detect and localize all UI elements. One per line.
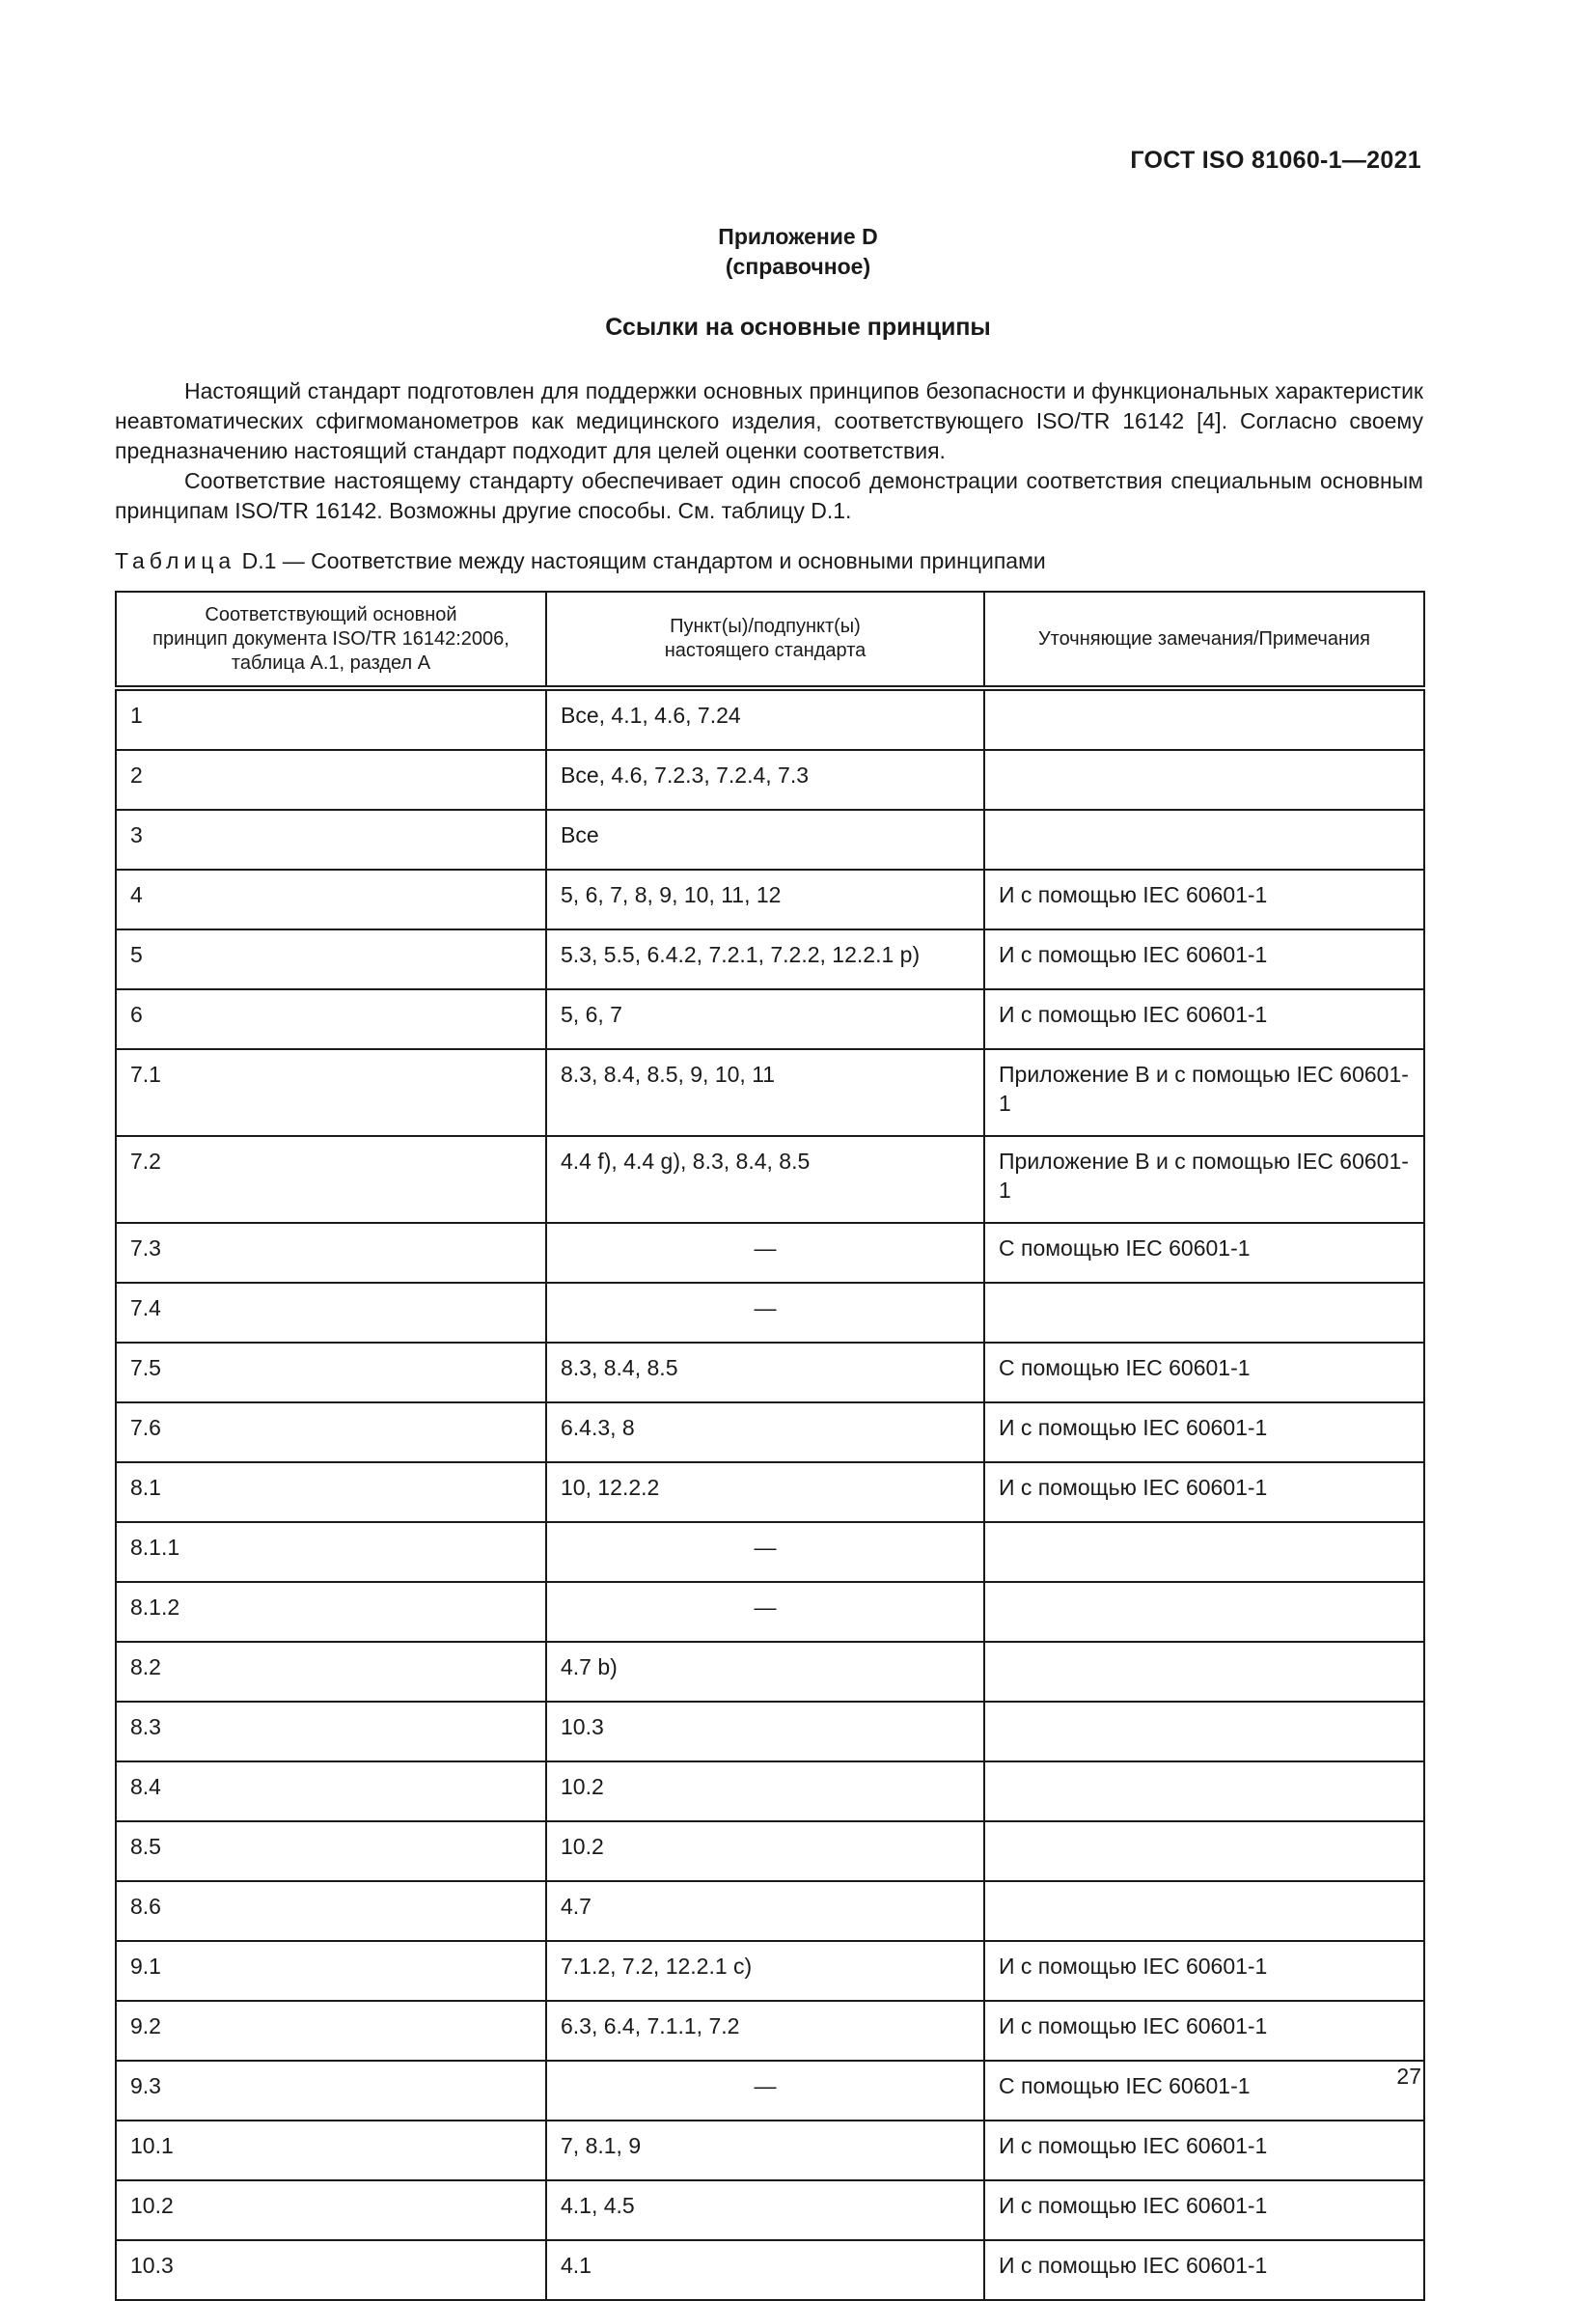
- section-title: Ссылки на основные принципы: [605, 314, 991, 341]
- table-row: [116, 810, 1424, 870]
- cell-principle: 9.2: [116, 2001, 546, 2061]
- cell-clauses: 5, 6, 7, 8, 9, 10, 11, 12: [546, 870, 984, 929]
- cell-principle: 7.6: [116, 1402, 546, 1462]
- cell-principle: 10.3: [116, 2240, 546, 2300]
- cell-remarks: И с помощью IEC 60601-1: [984, 929, 1424, 989]
- table-row: [116, 1881, 1424, 1941]
- cell-clauses: —: [546, 1522, 984, 1582]
- table-row: [116, 2121, 1424, 2180]
- cell-principle: 8.4: [116, 1761, 546, 1821]
- cell-principle: 10.1: [116, 2121, 546, 2180]
- cell-clauses: 5, 6, 7: [546, 989, 984, 1049]
- table-header-row: [116, 592, 1424, 688]
- cell-remarks: Приложение В и с помощью IEC 60601-1: [984, 1049, 1424, 1136]
- header-cell-principle: Соответствующий основной принцип документа ISO/TR 16142:2006, таблица А.1, раздел А: [116, 592, 546, 688]
- cell-principle: 7.4: [116, 1283, 546, 1343]
- cell-remarks: [984, 1881, 1424, 1941]
- cell-remarks: С помощью IEC 60601-1: [984, 1223, 1424, 1283]
- table-row: [116, 1941, 1424, 2001]
- correspondence-table: [115, 591, 1425, 2301]
- table-row: [116, 2001, 1424, 2061]
- cell-principle: 8.1.2: [116, 1582, 546, 1642]
- cell-clauses: —: [546, 2061, 984, 2121]
- cell-principle: 3: [116, 810, 546, 870]
- table-row: [116, 1642, 1424, 1702]
- table-row: [116, 1049, 1424, 1136]
- cell-clauses: 10.2: [546, 1821, 984, 1881]
- cell-remarks: [984, 750, 1424, 810]
- cell-principle: 8.5: [116, 1821, 546, 1881]
- cell-remarks: [984, 688, 1424, 750]
- table-row: [116, 1702, 1424, 1761]
- table-row: [116, 1402, 1424, 1462]
- cell-clauses: Все: [546, 810, 984, 870]
- cell-remarks: И с помощью IEC 60601-1: [984, 2180, 1424, 2240]
- table-row: [116, 688, 1424, 750]
- table-row: [116, 750, 1424, 810]
- page-number: 27: [1396, 2064, 1421, 2089]
- cell-clauses: 7.1.2, 7.2, 12.2.1 c): [546, 1941, 984, 2001]
- cell-clauses: 10.3: [546, 1702, 984, 1761]
- cell-clauses: 6.3, 6.4, 7.1.1, 7.2: [546, 2001, 984, 2061]
- cell-remarks: И с помощью IEC 60601-1: [984, 2240, 1424, 2300]
- table-row: [116, 1522, 1424, 1582]
- cell-remarks: И с помощью IEC 60601-1: [984, 2121, 1424, 2180]
- cell-principle: 7.5: [116, 1343, 546, 1402]
- cell-principle: 5: [116, 929, 546, 989]
- table-row: [116, 1462, 1424, 1522]
- cell-principle: 6: [116, 989, 546, 1049]
- cell-principle: 8.1: [116, 1462, 546, 1522]
- cell-principle: 7.2: [116, 1136, 546, 1223]
- table-row: [116, 1761, 1424, 1821]
- table-caption-text: D.1 — Соответствие между настоящим стандартом и основными принципами: [241, 548, 1046, 573]
- annex-heading: [0, 222, 1596, 282]
- cell-clauses: 8.3, 8.4, 8.5, 9, 10, 11: [546, 1049, 984, 1136]
- cell-remarks: И с помощью IEC 60601-1: [984, 1462, 1424, 1522]
- table-row: [116, 2061, 1424, 2121]
- cell-remarks: [984, 1821, 1424, 1881]
- table-row: [116, 1283, 1424, 1343]
- table-caption: [115, 548, 1046, 574]
- cell-clauses: 10.2: [546, 1761, 984, 1821]
- cell-principle: 8.3: [116, 1702, 546, 1761]
- table-row: [116, 1136, 1424, 1223]
- cell-remarks: [984, 1522, 1424, 1582]
- document-code: ГОСТ ISO 81060-1—2021: [1130, 147, 1421, 174]
- annex-title: Приложение D: [718, 224, 878, 249]
- cell-remarks: Приложение В и с помощью IEC 60601-1: [984, 1136, 1424, 1223]
- table-row: [116, 1582, 1424, 1642]
- cell-remarks: [984, 810, 1424, 870]
- table-row: [116, 2180, 1424, 2240]
- header-cell-clauses: Пункт(ы)/подпункт(ы) настоящего стандарта: [546, 592, 984, 688]
- cell-principle: 9.1: [116, 1941, 546, 2001]
- cell-remarks: И с помощью IEC 60601-1: [984, 870, 1424, 929]
- cell-remarks: С помощью IEC 60601-1: [984, 2061, 1424, 2121]
- table-row: [116, 2240, 1424, 2300]
- table-row: [116, 989, 1424, 1049]
- cell-clauses: Все, 4.1, 4.6, 7.24: [546, 688, 984, 750]
- cell-remarks: [984, 1582, 1424, 1642]
- cell-clauses: 7, 8.1, 9: [546, 2121, 984, 2180]
- cell-remarks: И с помощью IEC 60601-1: [984, 1941, 1424, 2001]
- cell-remarks: [984, 1702, 1424, 1761]
- cell-clauses: —: [546, 1283, 984, 1343]
- cell-clauses: 4.1, 4.5: [546, 2180, 984, 2240]
- cell-remarks: И с помощью IEC 60601-1: [984, 989, 1424, 1049]
- cell-clauses: —: [546, 1223, 984, 1283]
- cell-principle: 8.1.1: [116, 1522, 546, 1582]
- cell-remarks: [984, 1761, 1424, 1821]
- paragraph: Настоящий стандарт подготовлен для поддержки основных принципов безопасности и функциональных характеристик неавтоматических сфигмоманометров как медицинского изделия, соответствующего ISO/TR 16142 [4]. Согласно своему предназначению настоящий стандарт подходит для целей оценки соответствия.: [115, 378, 1423, 463]
- cell-principle: 1: [116, 688, 546, 750]
- cell-clauses: —: [546, 1582, 984, 1642]
- cell-remarks: [984, 1283, 1424, 1343]
- cell-principle: 4: [116, 870, 546, 929]
- cell-clauses: 4.7: [546, 1881, 984, 1941]
- table-row: [116, 1343, 1424, 1402]
- paragraph: Соответствие настоящему стандарту обеспечивает один способ демонстрации соответствия специальным основным принципам ISO/TR 16142. Возможны другие способы. См. таблицу D.1.: [115, 468, 1423, 523]
- cell-remarks: [984, 1642, 1424, 1702]
- cell-clauses: 8.3, 8.4, 8.5: [546, 1343, 984, 1402]
- cell-clauses: 5.3, 5.5, 6.4.2, 7.2.1, 7.2.2, 12.2.1 p): [546, 929, 984, 989]
- cell-principle: 2: [116, 750, 546, 810]
- cell-principle: 8.2: [116, 1642, 546, 1702]
- cell-principle: 7.3: [116, 1223, 546, 1283]
- cell-principle: 8.6: [116, 1881, 546, 1941]
- annex-subtitle: (справочное): [725, 254, 871, 279]
- header-cell-remarks: Уточняющие замечания/Примечания: [984, 592, 1424, 688]
- table-row: [116, 1821, 1424, 1881]
- cell-clauses: 4.7 b): [546, 1642, 984, 1702]
- table-row: [116, 929, 1424, 989]
- cell-clauses: 6.4.3, 8: [546, 1402, 984, 1462]
- table-row: [116, 870, 1424, 929]
- cell-remarks: И с помощью IEC 60601-1: [984, 2001, 1424, 2061]
- cell-principle: 9.3: [116, 2061, 546, 2121]
- table-row: [116, 1223, 1424, 1283]
- cell-clauses: Все, 4.6, 7.2.3, 7.2.4, 7.3: [546, 750, 984, 810]
- body-text: [115, 376, 1423, 526]
- cell-remarks: И с помощью IEC 60601-1: [984, 1402, 1424, 1462]
- cell-clauses: 10, 12.2.2: [546, 1462, 984, 1522]
- cell-principle: 7.1: [116, 1049, 546, 1136]
- cell-clauses: 4.4 f), 4.4 g), 8.3, 8.4, 8.5: [546, 1136, 984, 1223]
- table-caption-label: Таблица: [115, 548, 236, 573]
- cell-principle: 10.2: [116, 2180, 546, 2240]
- cell-clauses: 4.1: [546, 2240, 984, 2300]
- cell-remarks: С помощью IEC 60601-1: [984, 1343, 1424, 1402]
